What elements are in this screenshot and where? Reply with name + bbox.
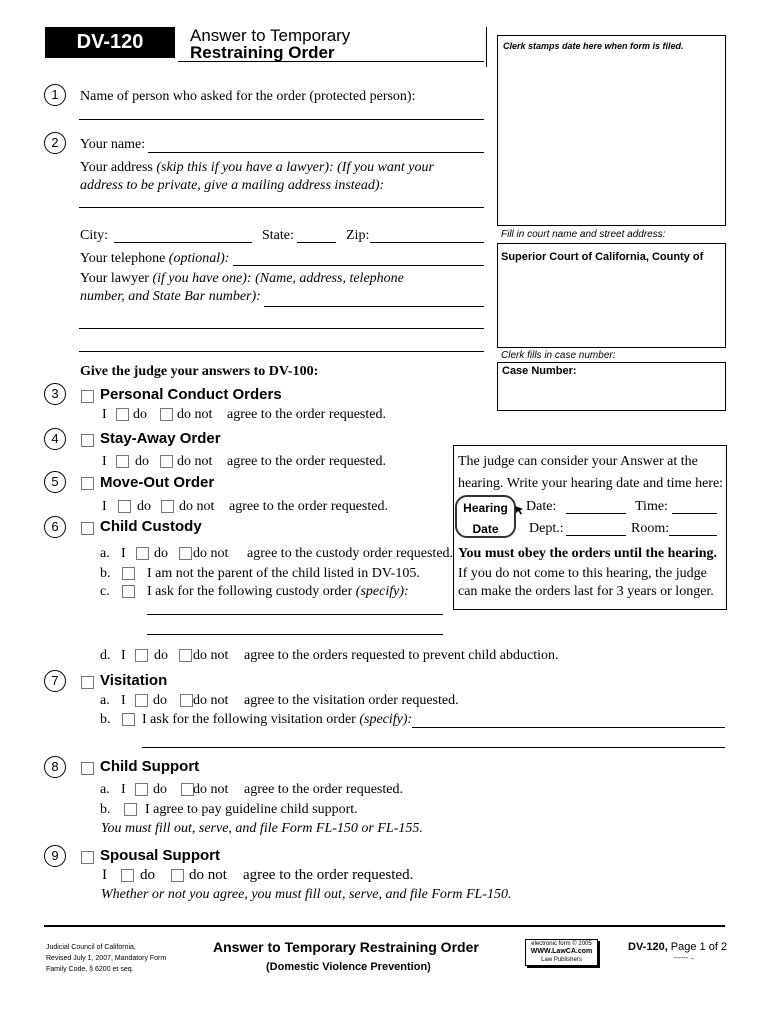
s6b-label: b. — [100, 566, 111, 581]
section-number-3: 3 — [44, 383, 66, 405]
s4-do-not-label: do not — [177, 454, 213, 469]
hearing-time-label: Time: — [635, 499, 668, 514]
s7b-label: b. — [100, 712, 111, 727]
hearing-date-label: Date: — [526, 499, 557, 514]
hearing-obey-text: You must obey the orders until the hearing. — [458, 546, 718, 561]
section-8-title: Child Support — [100, 758, 200, 775]
s7a-agree-label: agree to the visitation order requested. — [244, 693, 459, 708]
s6a-do-label: do — [154, 546, 168, 561]
s8b-checkbox[interactable] — [124, 803, 137, 816]
city-input[interactable] — [114, 242, 252, 243]
address-label-note-2: address to be private, give a mailing address instead): — [80, 178, 385, 193]
footer-page-ref — [628, 941, 727, 953]
s7b-text — [142, 711, 412, 728]
section-5-checkbox[interactable] — [81, 477, 94, 490]
s5-do-not-label: do not — [179, 499, 215, 514]
your-name-label: Your name: — [80, 137, 146, 152]
footer-left-1: Judicial Council of California, — [46, 944, 136, 951]
s5-i-label: I — [102, 499, 107, 514]
s4-i-label: I — [102, 454, 107, 469]
section-number-8: 8 — [44, 756, 66, 778]
section-number-6: 6 — [44, 516, 66, 538]
s5-do-label: do — [137, 499, 151, 514]
clerk-stamp-label: Clerk stamps date here when form is filed. — [503, 41, 684, 51]
footer-subtitle: (Domestic Violence Prevention) — [266, 961, 431, 973]
s6c-label: c. — [100, 584, 110, 599]
hearing-intro-2: hearing. Write your hearing date and time here: — [458, 476, 724, 491]
case-number-label: Case Number: — [502, 365, 577, 377]
s6b-checkbox[interactable] — [122, 567, 135, 580]
s5-do-not-checkbox[interactable] — [161, 500, 174, 513]
hearing-date-badge — [455, 495, 516, 538]
hearing-badge-line2: Date — [472, 522, 499, 536]
s9-do-label: do — [140, 867, 155, 883]
s6a-do-not-checkbox[interactable] — [179, 547, 192, 560]
section-7-checkbox[interactable] — [81, 676, 94, 689]
hearing-time-input[interactable] — [672, 513, 717, 514]
section-3-title: Personal Conduct Orders — [100, 386, 282, 403]
s3-agree-label: agree to the order requested. — [227, 407, 386, 422]
s6c-text — [147, 583, 409, 600]
section-3-checkbox[interactable] — [81, 390, 94, 403]
hearing-badge-line1: Hearing — [463, 501, 508, 515]
address-label-main: Your address — [80, 160, 157, 175]
form-id-badge: DV-120 — [45, 27, 175, 58]
s9-do-not-checkbox[interactable] — [171, 869, 184, 882]
s6b-text: I am not the parent of the child listed in DV-105. — [147, 566, 420, 581]
s8-note: You must fill out, serve, and file Form FL-150 or FL-155. — [101, 821, 423, 836]
hearing-room-label: Room: — [631, 521, 670, 536]
hearing-date-input[interactable] — [566, 513, 626, 514]
lawyer-label — [80, 270, 404, 287]
section-number-7: 7 — [44, 670, 66, 692]
s4-do-not-checkbox[interactable] — [160, 455, 173, 468]
hearing-dept-input[interactable] — [566, 535, 626, 536]
lawyer-label-main: Your lawyer — [80, 271, 153, 286]
s8b-label: b. — [100, 802, 111, 817]
section-number-9: 9 — [44, 845, 66, 867]
visitation-order-input-2[interactable] — [142, 747, 725, 748]
hearing-intro-1: The judge can consider your Answer at the — [458, 454, 698, 469]
s5-do-checkbox[interactable] — [118, 500, 131, 513]
footer-next-arrow: ------→ — [674, 955, 695, 962]
protected-person-label: Name of person who asked for the order (protected person): — [80, 89, 416, 104]
s6c-specify: (specify): — [355, 584, 409, 599]
s6c-checkbox[interactable] — [122, 585, 135, 598]
state-label: State: — [262, 228, 294, 243]
section-number-2: 2 — [44, 132, 66, 154]
s7a-do-not-label: do not — [193, 693, 229, 708]
s7a-do-label: do — [153, 693, 167, 708]
eform-line3: Law Publishers — [541, 957, 582, 963]
address-label — [80, 159, 434, 176]
custody-order-input-2[interactable] — [147, 634, 443, 635]
address-label-note: (skip this if you have a lawyer): (If you want your — [156, 160, 434, 175]
section-5-title: Move-Out Order — [100, 474, 215, 491]
s4-do-checkbox[interactable] — [116, 455, 129, 468]
s9-do-not-label: do not — [189, 867, 227, 883]
footer-rule — [44, 925, 725, 927]
give-answers-heading: Give the judge your answers to DV-100: — [80, 364, 319, 379]
s8a-label: a. — [100, 782, 110, 797]
s3-do-checkbox[interactable] — [116, 408, 129, 421]
s4-agree-label: agree to the order requested. — [227, 454, 386, 469]
lawyer-input-1[interactable] — [264, 306, 484, 307]
section-8-checkbox[interactable] — [81, 762, 94, 775]
section-4-title: Stay-Away Order — [100, 430, 221, 447]
s3-do-not-label: do not — [177, 407, 213, 422]
custody-order-input-1[interactable] — [147, 614, 443, 615]
lawyer-input-2[interactable] — [79, 328, 484, 329]
arrow-icon — [514, 502, 524, 520]
footer-left-3: Family Code, § 6200 et seq. — [46, 966, 134, 973]
s7a-do-not-checkbox[interactable] — [180, 694, 193, 707]
section-6-checkbox[interactable] — [81, 522, 94, 535]
eform-line2: WWW.LawCA.com — [530, 948, 593, 955]
city-label: City: — [80, 228, 109, 243]
s7a-i-label: I — [121, 693, 126, 708]
eform-stamp — [525, 939, 598, 966]
section-6-title: Child Custody — [100, 518, 202, 535]
zip-label: Zip: — [346, 228, 370, 243]
s7a-do-checkbox[interactable] — [135, 694, 148, 707]
hearing-warn-2: can make the orders last for 3 years or longer. — [458, 584, 714, 599]
eform-line1: electronic form © 2005 — [531, 941, 592, 947]
lawyer-label-note: (if you have one): (Name, address, telephone — [152, 271, 404, 286]
section-9-title: Spousal Support — [100, 847, 220, 864]
s6a-do-checkbox[interactable] — [136, 547, 149, 560]
hearing-room-input[interactable] — [669, 535, 717, 536]
protected-person-input[interactable] — [79, 119, 484, 120]
s6d-do-label: do — [154, 648, 168, 663]
telephone-input[interactable] — [233, 265, 484, 266]
your-name-input[interactable] — [148, 152, 484, 153]
s7b-specify: (specify): — [359, 712, 413, 727]
footer-left-2: Revised July 1, 2007, Mandatory Form — [46, 955, 167, 962]
s8a-do-label: do — [153, 782, 167, 797]
s9-i-label: I — [102, 867, 107, 883]
s6d-do-checkbox[interactable] — [135, 649, 148, 662]
s8a-agree-label: agree to the order requested. — [244, 782, 403, 797]
section-number-4: 4 — [44, 428, 66, 450]
s8a-do-checkbox[interactable] — [135, 783, 148, 796]
case-fill-label: Clerk fills in case number: — [501, 350, 616, 361]
header-divider — [486, 27, 487, 67]
footer-form-id: DV-120, — [628, 941, 668, 953]
s6d-do-not-checkbox[interactable] — [179, 649, 192, 662]
section-7-title: Visitation — [100, 672, 168, 689]
s6d-do-not-label: do not — [193, 648, 229, 663]
s9-agree-label: agree to the order requested. — [243, 867, 414, 883]
s6d-agree-label: agree to the orders requested to prevent child abduction. — [244, 648, 559, 663]
header-underline — [178, 61, 484, 62]
s3-do-label: do — [133, 407, 147, 422]
s7b-text-main: I ask for the following visitation order — [142, 712, 360, 727]
s6d-label: d. — [100, 648, 111, 663]
form-title-line2: Restraining Order — [190, 43, 335, 62]
s3-do-not-checkbox[interactable] — [160, 408, 173, 421]
s6d-i-label: I — [121, 648, 126, 663]
clerk-stamp-box — [497, 35, 726, 226]
court-fill-label: Fill in court name and street address: — [501, 229, 666, 240]
s7b-checkbox[interactable] — [122, 713, 135, 726]
address-input[interactable] — [79, 207, 484, 208]
footer-title: Answer to Temporary Restraining Order — [213, 939, 479, 955]
telephone-label-main: Your telephone — [80, 251, 169, 266]
s6a-do-not-label: do not — [193, 546, 229, 561]
state-input[interactable] — [297, 242, 336, 243]
hearing-warn-1: If you do not come to this hearing, the judge — [458, 566, 707, 581]
s9-do-checkbox[interactable] — [121, 869, 134, 882]
s4-do-label: do — [135, 454, 149, 469]
court-name: Superior Court of California, County of — [501, 251, 704, 263]
zip-input[interactable] — [370, 242, 484, 243]
s9-note: Whether or not you agree, you must fill out, serve, and file Form FL-150. — [101, 887, 512, 902]
hearing-dept-label: Dept.: — [529, 521, 564, 536]
section-number-1: 1 — [44, 84, 66, 106]
section-4-checkbox[interactable] — [81, 434, 94, 447]
s8a-do-not-label: do not — [193, 782, 229, 797]
section-number-5: 5 — [44, 471, 66, 493]
s8b-text: I agree to pay guideline child support. — [145, 802, 358, 817]
s6a-i-label: I — [121, 546, 126, 561]
lawyer-label-note-2: number, and State Bar number): — [80, 289, 261, 304]
lawyer-input-3[interactable] — [79, 351, 484, 352]
s6a-agree-label: agree to the custody order requested. — [247, 546, 454, 561]
telephone-label — [80, 250, 229, 267]
s8a-i-label: I — [121, 782, 126, 797]
s3-i-label: I — [102, 407, 107, 422]
telephone-label-note: (optional): — [168, 251, 230, 266]
s7a-label: a. — [100, 693, 110, 708]
visitation-order-input-1[interactable] — [412, 727, 725, 728]
s6a-label: a. — [100, 546, 110, 561]
form-title-line1: Answer to Temporary — [190, 26, 351, 45]
s6c-text-main: I ask for the following custody order — [147, 584, 356, 599]
footer-page-number: Page 1 of 2 — [667, 941, 728, 953]
section-9-checkbox[interactable] — [81, 851, 94, 864]
s5-agree-label: agree to the order requested. — [229, 499, 388, 514]
